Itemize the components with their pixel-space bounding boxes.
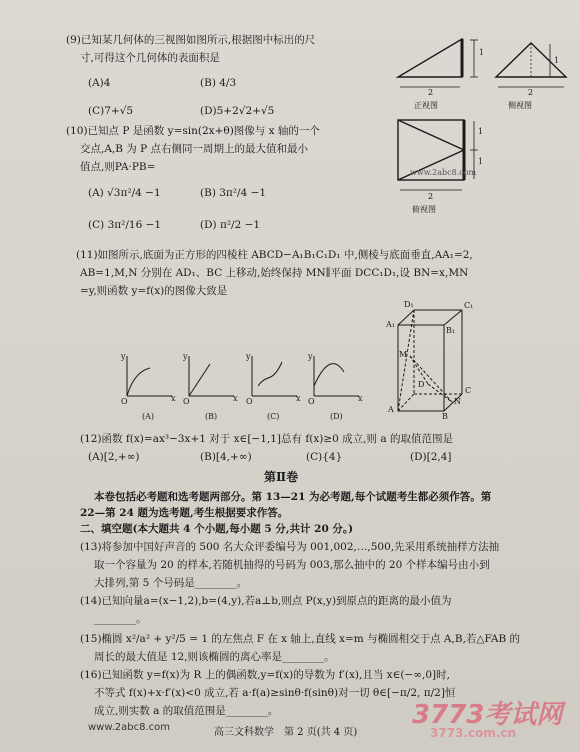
q16-line2: 不等式 f(x)+x·f′(x)<0 成立,若 a·f(a)≥sinθ·f(sinθ)对一切 θ∈[−π/2, π/2]恒 xyxy=(94,687,456,699)
graph-a-origin: O xyxy=(121,397,128,406)
q13-line2: 取一个容量为 20 的样本,若随机抽得的号码为 003,那么抽中的 20 个样本编号由小到 xyxy=(94,559,490,571)
label-n: N xyxy=(454,397,461,406)
q16-line1: (16)已知函数 y=f(x)为 R 上的偶函数,y=f(x)的导数为 f′(x),且当 x∈(−∞,0]时, xyxy=(80,669,450,681)
graph-b-y: y xyxy=(183,352,188,361)
graph-b-caption: (B) xyxy=(205,412,218,421)
part2-intro-line1: 本卷包括必考题和选考题两部分。第 13—21 为必考题,每个试题考生都必须作答。第 xyxy=(94,491,492,503)
graph-a-y: y xyxy=(121,352,126,361)
q12-option-b: (B)[4,+∞) xyxy=(200,451,252,463)
q11-stem-line2: AB=1,M,N 分别在 AD₁、BC 上移动,始终保持 MN∥平面 DCC₁D₁,设 BN=x,MN xyxy=(80,267,469,279)
q12-stem: (12)函数 f(x)=ax³−3x+1 对于 x∈[−1,1]总有 f(x)≥0 成立,则 a 的取值范围是 xyxy=(80,433,453,445)
label-m: M xyxy=(399,350,408,359)
fill-blank-section-title: 二、填空题(本大题共 4 个小题,每小题 5 分,共计 20 分。) xyxy=(80,523,354,535)
label-d1: D₁ xyxy=(404,300,414,309)
q14-line2: ________。 xyxy=(94,613,147,625)
graph-a-x: x xyxy=(171,394,176,403)
side-height-label: 1 xyxy=(554,56,560,65)
label-b1: B₁ xyxy=(446,326,456,335)
q9-stem-line1: (9)已知某几何体的三视图如图所示,根据图中标出的尺 xyxy=(66,34,316,46)
graph-d-caption: (D) xyxy=(330,412,343,421)
watermark-logo: 3773考试网 xyxy=(412,700,563,730)
q12-option-d: (D)[2,4] xyxy=(410,451,452,463)
front-width-label: 2 xyxy=(428,88,434,97)
q13-line1: (13)将参加中国好声音的 500 名大众评委编号为 001,002,…,500,先采用系统抽样方法抽 xyxy=(80,541,500,553)
label-d: D xyxy=(418,380,425,389)
front-height-label: 1 xyxy=(479,48,485,57)
graph-b-x: x xyxy=(233,394,238,403)
q9-option-a: (A)4 xyxy=(88,77,111,89)
q13-line3: 大排列,第 5 个号码是________。 xyxy=(94,577,248,589)
label-a1: A₁ xyxy=(386,320,395,329)
q9-option-c: (C)7+√5 xyxy=(88,105,134,117)
label-c1: C₁ xyxy=(464,301,474,310)
graph-d-x: x xyxy=(358,394,363,403)
part2-intro-line2: 22—第 24 题为选考题,考生根据要求作答。 xyxy=(80,507,289,519)
side-width-label: 2 xyxy=(528,88,534,97)
q14-line1: (14)已知向量a=(x−1,2),b=(4,y),若a⊥b,则点 P(x,y)到原点的距离的最小值为 xyxy=(80,595,452,607)
q15-line1: (15)椭圆 x²/a² + y²/5 = 1 的左焦点 F 在 x 轴上,直线 x=m 与椭圆相交于点 A,B,若△FAB 的 xyxy=(80,633,520,645)
q15-line2: 周长的最大值是 12,则该椭圆的离心率是________。 xyxy=(94,651,335,663)
watermark-left: www.2abc8.com xyxy=(88,722,171,733)
q10-option-a: (A) √3π²/4 −1 xyxy=(88,187,161,199)
graph-d-y: y xyxy=(308,352,313,361)
q16-line3: 成立,则实数 a 的取值范围是________。 xyxy=(94,705,279,717)
graph-c-origin: O xyxy=(246,397,253,406)
label-c: C xyxy=(465,386,472,395)
q12-option-c: (C){4} xyxy=(306,451,343,463)
side-view-caption: 侧视图 xyxy=(508,101,532,110)
q10-option-b: (B) 3π²/4 −1 xyxy=(200,187,267,199)
q11-stem-line1: (11)如图所示,底面为正方形的四棱柱 ABCD−A₁B₁C₁D₁ 中,侧棱与底面垂直,AA₁=2, xyxy=(76,249,473,261)
q9-option-d: (D)5+2√2+√5 xyxy=(200,105,275,117)
watermark-url: 3773.com.cn xyxy=(430,726,517,740)
graph-a-caption: (A) xyxy=(142,412,155,421)
part2-title: 第Ⅱ卷 xyxy=(264,470,299,484)
q10-stem-line2: 交点,A,B 为 P 点右侧同一周期上的最大值和最小 xyxy=(80,143,309,155)
q9-option-b: (B) 4/3 xyxy=(200,77,237,89)
q10-stem-line3: 值点,则PA·PB= xyxy=(80,161,156,173)
q10-stem-line1: (10)已知点 P 是函数 y=sin(2x+θ)图像与 x 轴的一个 xyxy=(66,125,320,137)
label-b: B xyxy=(442,412,448,421)
top-width-label: 2 xyxy=(428,192,434,201)
graph-c-y: y xyxy=(246,352,251,361)
q11-stem-line3: =y,则函数 y=f(x)的图像大致是 xyxy=(80,285,228,297)
q10-option-c: (C) 3π²/16 −1 xyxy=(88,219,162,231)
q10-option-d: (D) π²/2 −1 xyxy=(200,219,261,231)
q9-stem-line2: 寸,可得这个几何体的表面积是 xyxy=(80,52,220,64)
graph-c-caption: (C) xyxy=(267,412,280,421)
page-footer: 高三文科数学 第 2 页(共 4 页) xyxy=(214,727,358,738)
graph-d-origin: O xyxy=(308,397,315,406)
q12-option-a: (A)[2,+∞) xyxy=(88,451,140,463)
front-view-caption: 正视图 xyxy=(414,101,438,110)
graph-c-x: x xyxy=(296,394,301,403)
graph-b-origin: O xyxy=(183,397,190,406)
top-dim-lower: 1 xyxy=(478,157,484,166)
top-dim-upper: 1 xyxy=(478,127,484,136)
top-view-caption: 俯视图 xyxy=(412,205,436,214)
q10-watermark-url: www.2abc8.com xyxy=(410,168,477,177)
label-a: A xyxy=(388,405,394,414)
